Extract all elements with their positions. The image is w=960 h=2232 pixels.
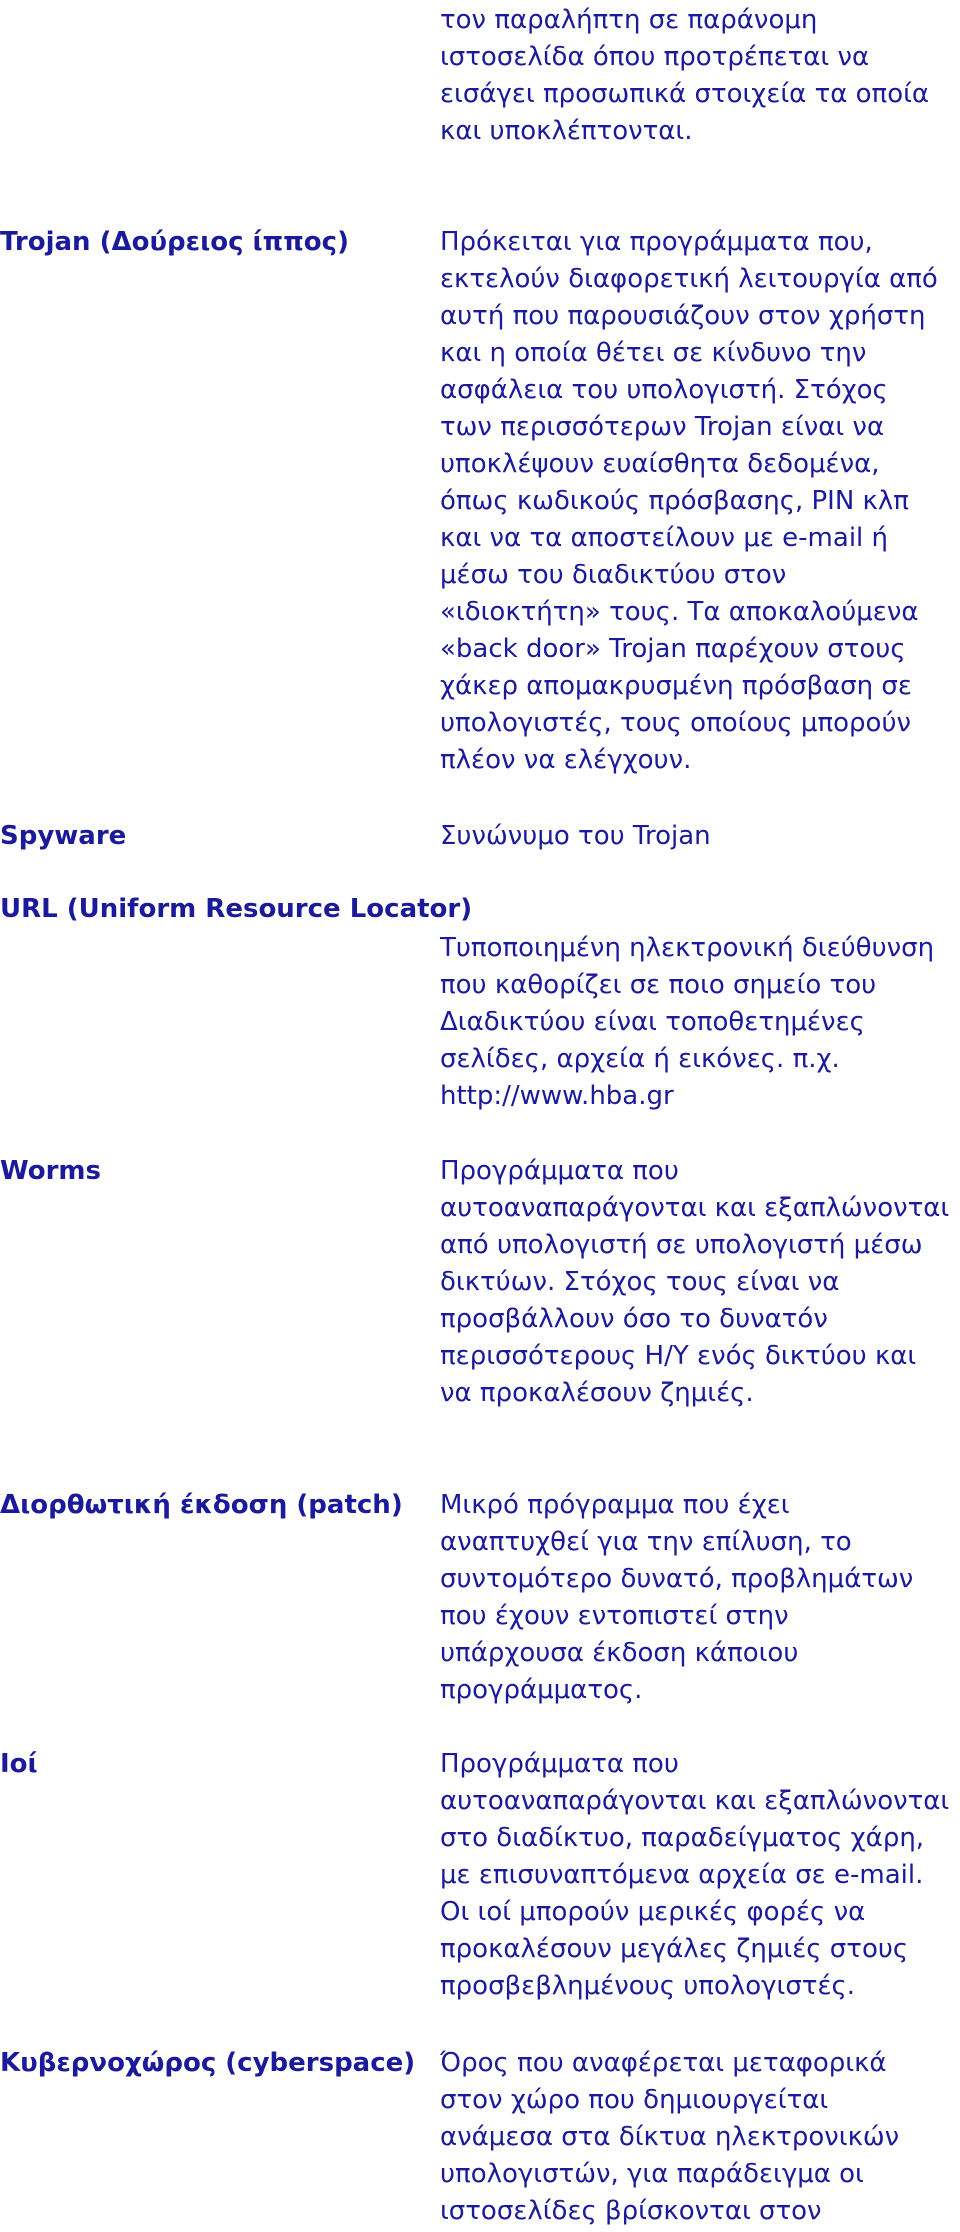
definition-line: Προγράμματα που [440,1749,679,1779]
definition-line: προσβεβλημένους υπολογιστές. [440,1971,856,2001]
definition-line: των περισσότερων Trojan είναι να [440,412,885,442]
term-viruses: Ιοί [0,1749,38,1779]
definition-viruses [440,1746,960,2005]
definition-line: που έχουν εντοπιστεί στην [440,1601,789,1631]
definition-line: αυτοαναπαράγονται και εξαπλώνονται [440,1786,950,1816]
definition-line: Προγράμματα που [440,1156,679,1186]
definition-line: Συνώνυμο του Trojan [440,821,711,851]
definition-line: στο διαδίκτυο, παραδείγματος χάρη, [440,1823,925,1853]
term-worms: Worms [0,1156,102,1186]
definition-line: Μικρό πρόγραμμα που έχει [440,1490,790,1520]
definition-line: όπως κωδικούς πρόσβασης, PIN κλπ [440,486,909,516]
definition-line: υπολογιστών, για παράδειγμα οι [440,2159,864,2189]
definition-line: και να τα αποστείλουν με e-mail ή [440,523,889,553]
definition-trojan [440,224,960,779]
definition-line: συντομότερο δυνατό, προβλημάτων [440,1564,914,1594]
definition-line: και η οποία θέτει σε κίνδυνο την [440,338,867,368]
definition-line: Διαδικτύου είναι τοποθετημένες [440,1007,865,1037]
term-spyware: Spyware [0,821,127,851]
term-trojan: Trojan (Δούρειος ίππος) [0,227,349,257]
definition-line: «back door» Trojan παρέχουν στους [440,634,906,664]
definition-line: τον παραλήπτη σε παράνομη [440,5,818,35]
definition-line: υπολογιστές, τους οποίους μπορούν [440,708,912,738]
definition-line: περισσότερους Η/Υ ενός δικτύου και [440,1341,917,1371]
definition-line: αναπτυχθεί για την επίλυση, το [440,1527,852,1557]
definition-worms [440,1153,960,1412]
definition-line: αυτοαναπαράγονται και εξαπλώνονται [440,1193,950,1223]
term-cyberspace: Κυβερνοχώρος (cyberspace) [0,2048,416,2078]
definition-line: από υπολογιστή σε υπολογιστή μέσω [440,1230,923,1260]
definition-line: Οι ιοί μπορούν μερικές φορές να [440,1897,866,1927]
definition-line: Τυποποιημένη ηλεκτρονική διεύθυνση [440,933,935,963]
definition-line: που καθορίζει σε ποιο σημείο του [440,970,877,1000]
definition-spyware [440,818,960,855]
term-url: URL (Uniform Resource Locator) [0,894,473,924]
definition-line: προγράμματος. [440,1675,643,1705]
definition-line: και υποκλέπτονται. [440,116,693,146]
definition-line: με επισυναπτόμενα αρχεία σε e-mail. [440,1860,924,1890]
definition-line: προκαλέσουν μεγάλες ζημιές στους [440,1934,909,1964]
definition-continuation [440,2,960,150]
definition-line: στον χώρο που δημιουργείται [440,2085,829,2115]
definition-line: ασφάλεια του υπολογιστή. Στόχος [440,375,888,405]
definition-line: «ιδιοκτήτη» τους. Τα αποκαλούμενα [440,597,919,627]
definition-line: χάκερ απομακρυσμένη πρόσβαση σε [440,671,912,701]
definition-line: εκτελούν διαφορετική λειτουργία από [440,264,938,294]
definition-cyberspace [440,2045,960,2230]
definition-line: υποκλέψουν ευαίσθητα δεδομένα, [440,449,880,479]
definition-line: να προκαλέσουν ζημιές. [440,1378,754,1408]
definition-line: εισάγει προσωπικά στοιχεία τα οποία [440,79,930,109]
definition-patch [440,1487,960,1709]
definition-line: ιστοσελίδες βρίσκονται στον [440,2196,822,2226]
definition-line: προσβάλλουν όσο το δυνατόν [440,1304,828,1334]
definition-line: υπάρχουσα έκδοση κάποιου [440,1638,799,1668]
definition-line: δικτύων. Στόχος τους είναι να [440,1267,840,1297]
definition-line: ανάμεσα στα δίκτυα ηλεκτρονικών [440,2122,900,2152]
term-patch: Διορθωτική έκδοση (patch) [0,1490,403,1520]
definition-line: Όρος που αναφέρεται μεταφορικά [440,2048,887,2078]
definition-line: Πρόκειται για προγράμματα που, [440,227,873,257]
definition-line: μέσω του διαδικτύου στον [440,560,787,590]
definition-line: σελίδες, αρχεία ή εικόνες. π.χ. [440,1044,840,1074]
definition-line: αυτή που παρουσιάζουν στον χρήστη [440,301,926,331]
definition-line: http://www.hba.gr [440,1081,674,1111]
definition-line: πλέον να ελέγχουν. [440,745,692,775]
definition-url [440,930,960,1115]
definition-line: ιστοσελίδα όπου προτρέπεται να [440,42,870,72]
